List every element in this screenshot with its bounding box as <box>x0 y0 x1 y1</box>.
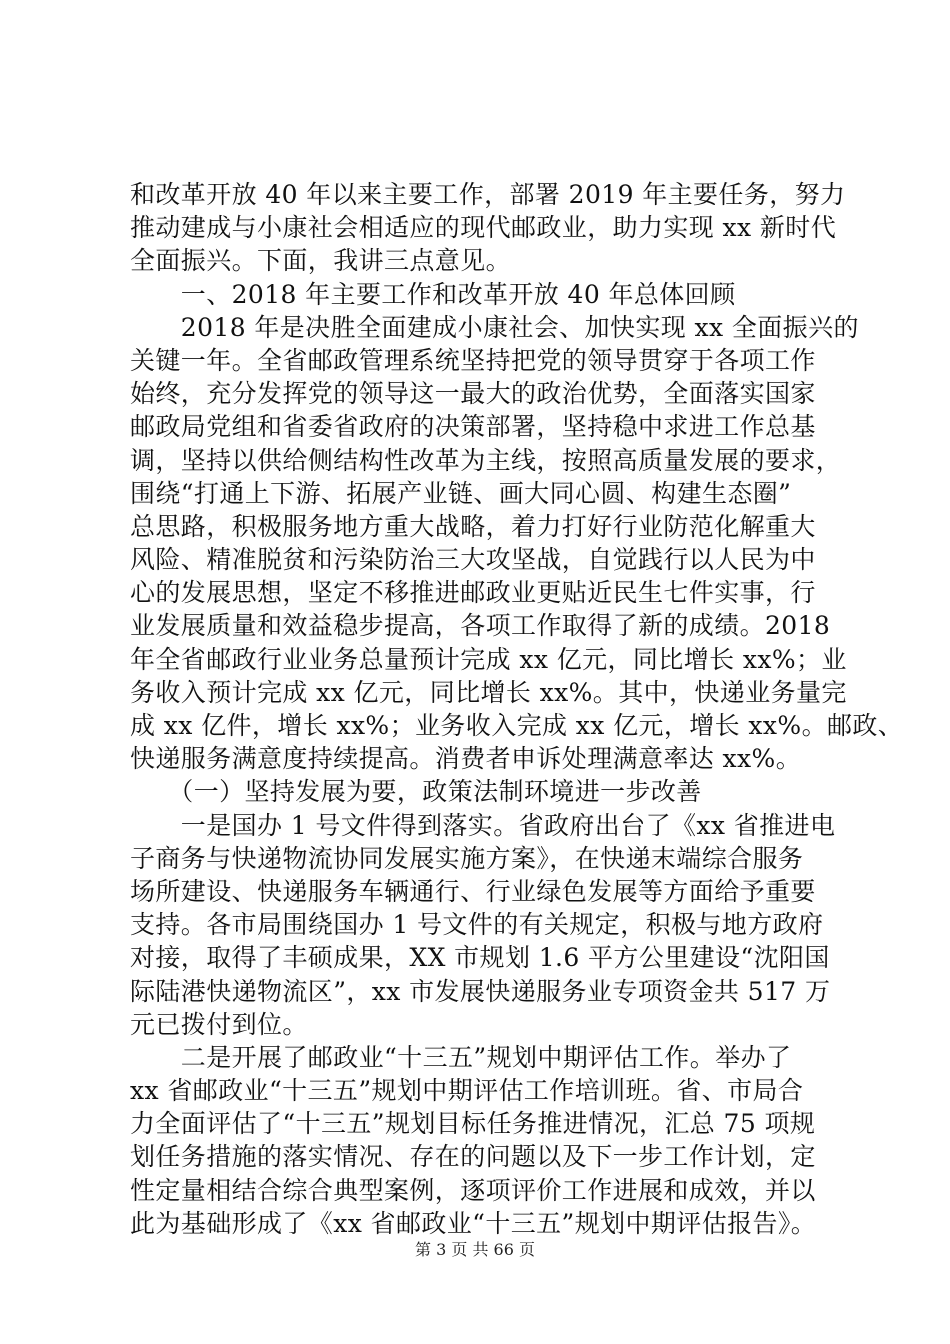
text-line: 成 xx 亿件，增长 xx%；业务收入完成 xx 亿元，增长 xx%。邮政、 <box>130 711 904 740</box>
text-line: 总思路，积极服务地方重大战略，着力打好行业防范化解重大 <box>130 511 816 541</box>
text-line: 际陆港快递物流区”，xx 市发展快递服务业专项资金共 517 万 <box>130 976 831 1006</box>
text-line: 子商务与快递物流协同发展实施方案》，在快递末端综合服务 <box>130 843 804 873</box>
text-line: 一是国办 1 号文件得到落实。省政府出台了《xx 省推进电 <box>130 810 836 840</box>
text-line: 支持。各市局围绕国办 1 号文件的有关规定，积极与地方政府 <box>130 910 824 940</box>
text-line: 年全省邮政行业业务总量预计完成 xx 亿元，同比增长 xx%；业 <box>130 644 847 674</box>
text-line: 业发展质量和效益稳步提高，各项工作取得了新的成绩。2018 <box>130 611 831 641</box>
text-line: 元已拨付到位。 <box>130 1009 308 1039</box>
text-line: 一、2018 年主要工作和改革开放 40 年总体回顾 <box>130 279 736 309</box>
text-line: 快递服务满意度持续提高。消费者申诉处理满意率达 xx%。 <box>130 744 802 774</box>
text-line: 风险、精准脱贫和污染防治三大攻坚战，自觉践行以人民为中 <box>130 545 816 575</box>
text-line: 务收入预计完成 xx 亿元，同比增长 xx%。其中，快递业务量完 <box>130 677 847 707</box>
text-line: 场所建设、快递服务车辆通行、行业绿色发展等方面给予重要 <box>130 876 816 906</box>
text-line: 心的发展思想，坚定不移推进邮政业更贴近民生七件实事，行 <box>130 578 816 608</box>
text-line: 关键一年。全省邮政管理系统坚持把党的领导贯穿于各项工作 <box>130 345 816 375</box>
text-line: （一）坚持发展为要，政策法制环境进一步改善 <box>130 777 702 807</box>
text-line: 对接，取得了丰硕成果，XX 市规划 1.6 平方公里建设“沈阳国 <box>130 943 830 973</box>
text-line: 全面振兴。下面，我讲三点意见。 <box>130 246 512 276</box>
text-line: 围绕“打通上下游、拓展产业链、画大同心圆、构建生态圈” <box>130 478 792 508</box>
text-line: xx 省邮政业“十三五”规划中期评估工作培训班。省、市局合 <box>130 1076 804 1106</box>
text-line: 邮政局党组和省委省政府的决策部署，坚持稳中求进工作总基 <box>130 412 816 442</box>
text-line: 划任务措施的落实情况、存在的问题以及下一步工作计划，定 <box>130 1142 816 1172</box>
text-line: 此为基础形成了《xx 省邮政业“十三五”规划中期评估报告》。 <box>130 1208 817 1238</box>
text-line: 二是开展了邮政业“十三五”规划中期评估工作。举办了 <box>130 1042 792 1072</box>
text-line: 2018 年是决胜全面建成小康社会、加快实现 xx 全面振兴的 <box>130 312 859 342</box>
text-line: 和改革开放 40 年以来主要工作，部署 2019 年主要任务，努力 <box>130 180 846 209</box>
text-line: 推动建成与小康社会相适应的现代邮政业，助力实现 xx 新时代 <box>130 213 837 243</box>
text-line: 始终，充分发挥党的领导这一最大的政治优势，全面落实国家 <box>130 379 816 409</box>
text-line: 力全面评估了“十三五”规划目标任务推进情况，汇总 75 项规 <box>130 1109 816 1139</box>
document-body <box>130 178 904 1240</box>
page-footer: 第 3 页 共 66 页 <box>415 1240 535 1259</box>
text-line: 性定量相结合综合典型案例，逐项评价工作进展和成效，并以 <box>130 1175 816 1205</box>
text-line: 调，坚持以供给侧结构性改革为主线，按照高质量发展的要求， <box>130 445 842 475</box>
